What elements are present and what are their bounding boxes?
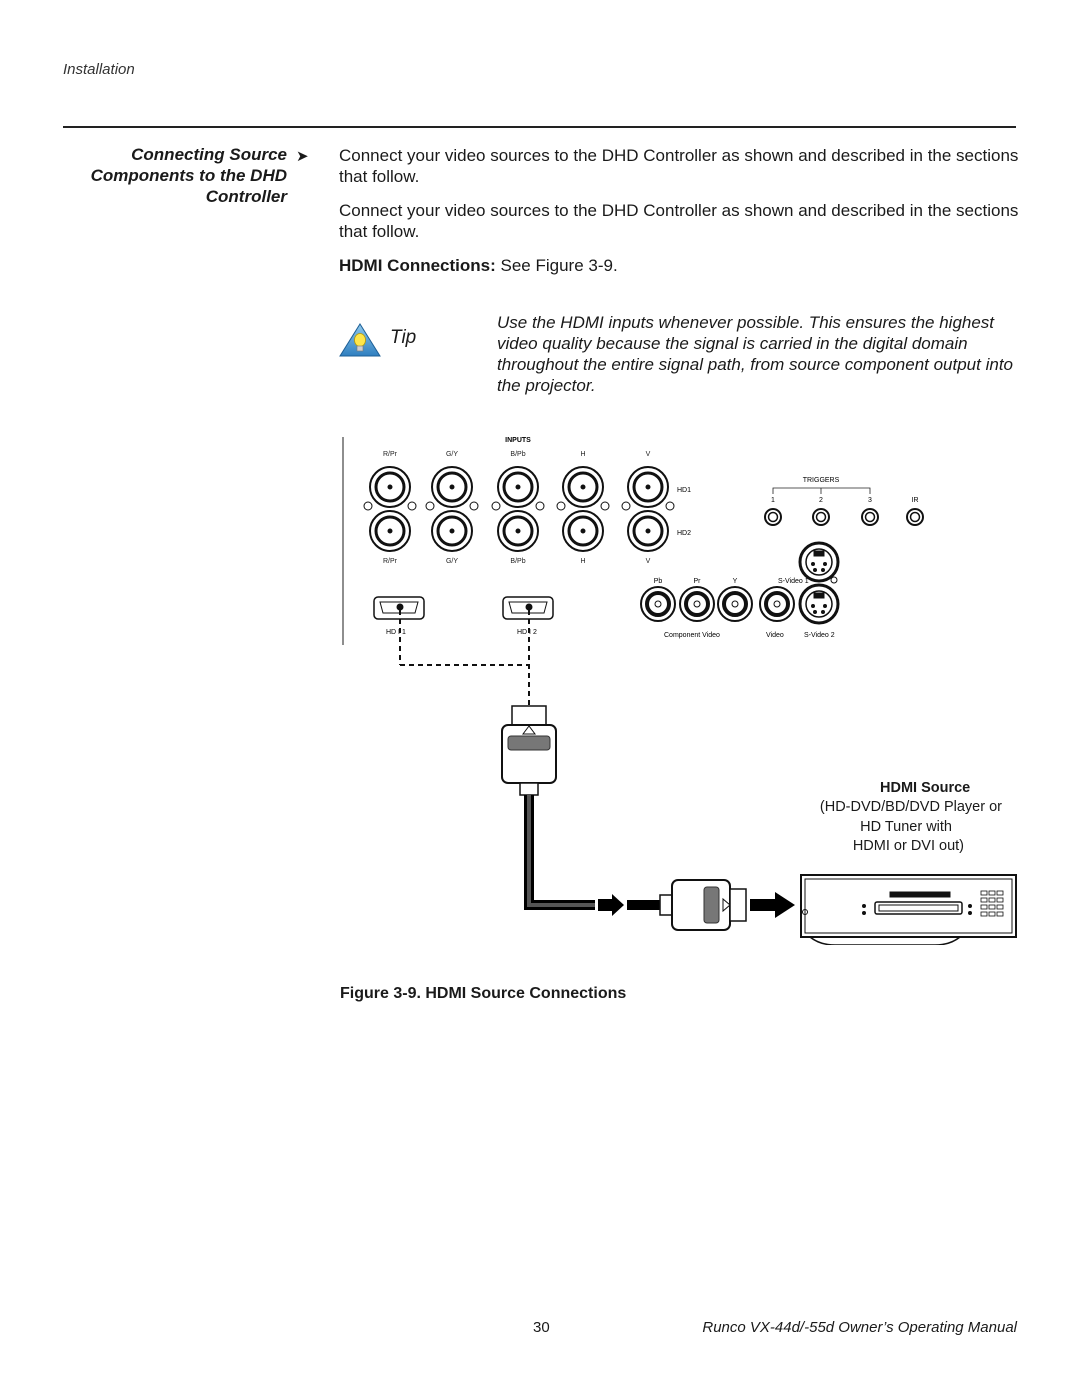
bottom-label-h: H [580, 558, 586, 565]
hdmi-cable-plug [502, 706, 556, 795]
svideo-2-connector [800, 585, 838, 623]
side-heading-line3: Controller [205, 187, 287, 206]
side-heading-line2: Components to the DHD [90, 166, 287, 185]
lightbulb-icon [338, 322, 382, 363]
video-label: Video [766, 632, 784, 639]
intro-paragraph-repeat: Connect your video sources to the DHD Controller as shown and described in the sections that follow. [339, 201, 1019, 241]
section-header: Installation [63, 61, 135, 78]
trigger-label-ir: IR [911, 497, 919, 504]
triggers-title: TRIGGERS [802, 477, 840, 484]
component-label-pb: Pb [653, 578, 663, 585]
rca-jack-pb [641, 587, 675, 621]
tip-label: Tip [390, 327, 417, 348]
bnc-connector-hd1-v [622, 467, 674, 510]
top-label-bpb: B/Pb [510, 451, 526, 458]
hdmi-source-line1: (HD-DVD/BD/DVD Player or [819, 799, 1002, 815]
hdmi-connections-text: See Figure 3-9. [495, 256, 618, 275]
hd1-label: HD1 [677, 487, 692, 494]
bottom-label-v: V [645, 558, 651, 565]
bnc-connector-hd1-gy [426, 467, 478, 510]
trigger-label-3: 3 [868, 497, 872, 504]
inputs-title: INPUTS [505, 437, 531, 444]
top-label-rpr: R/Pr [383, 451, 397, 458]
bnc-connector-hd1-h [557, 467, 609, 510]
page-number: 30 [533, 1319, 550, 1336]
bottom-label-rpr: R/Pr [383, 558, 397, 565]
bnc-connector-hd2-bpb [498, 511, 538, 551]
intro-paragraph: Connect your video sources to the DHD Controller as shown and described in the sections that follow. [339, 146, 1019, 186]
bnc-connector-hd1-bpb [492, 467, 544, 510]
tip-text: Use the HDMI inputs whenever possible. This ensures the highest video quality because the signal is carried in the digital domain throughout the entire signal path, from source component output into the projector. [497, 313, 1013, 395]
bottom-label-gy: G/Y [445, 558, 459, 565]
trigger-jack-1 [765, 509, 781, 525]
hdmi-source-line3: HDMI or DVI out) [852, 838, 964, 854]
top-label-h: H [580, 451, 586, 458]
hdmi-source-title: HDMI Source [880, 780, 971, 796]
component-video-label: Component Video [664, 632, 720, 639]
footer-title: Runco VX-44d/-55d Owner’s Operating Manual [702, 1319, 1017, 1336]
rca-jack-video [760, 587, 794, 621]
bnc-connector-hd2-gy [432, 511, 472, 551]
bnc-connector-hd2-rpr [370, 511, 410, 551]
hdmi-connections-paragraph [339, 255, 1019, 276]
figure-caption: Figure 3-9. HDMI Source Connections [340, 985, 627, 1002]
bnc-connector-hd1-rpr [364, 467, 416, 510]
hdmi-connection-figure [330, 425, 1030, 950]
trigger-label-1: 1 [771, 497, 775, 504]
arrow-icon: ➤ [296, 148, 309, 165]
trigger-jack-2 [813, 509, 829, 525]
bnc-connector-hd2-h [563, 511, 603, 551]
hd2-label: HD2 [677, 530, 692, 537]
hdmi-connections-label: HDMI Connections: [339, 256, 496, 275]
dvd-player-device [801, 875, 1016, 945]
bottom-label-bpb: B/Pb [510, 558, 526, 565]
top-label-v: V [645, 451, 651, 458]
svideo2-label: S-Video 2 [804, 632, 835, 639]
hdmi1-label: HD I 1 [386, 629, 406, 636]
top-label-gy: G/Y [445, 451, 459, 458]
component-label-pr: Pr [693, 578, 701, 585]
rca-jack-pr [680, 587, 714, 621]
hdmi2-label: HD I 2 [517, 629, 537, 636]
svideo-1-connector [800, 543, 838, 581]
hdmi-source-line2: HD Tuner with [860, 819, 952, 835]
trigger-label-2: 2 [819, 497, 823, 504]
rca-jack-y [718, 587, 752, 621]
hdmi-port-2 [503, 597, 553, 619]
side-heading-line1: Connecting Source [131, 145, 287, 164]
trigger-jack-3 [862, 509, 878, 525]
hdmi-port-1 [374, 597, 424, 619]
svideo1-label: S-Video 1 [778, 578, 809, 585]
component-label-y: Y [732, 578, 738, 585]
bnc-connector-hd2-v [628, 511, 668, 551]
header-rule [63, 126, 1016, 128]
hdmi-cable-plug-horizontal [660, 880, 746, 930]
ir-jack [907, 509, 923, 525]
side-heading [27, 144, 287, 207]
